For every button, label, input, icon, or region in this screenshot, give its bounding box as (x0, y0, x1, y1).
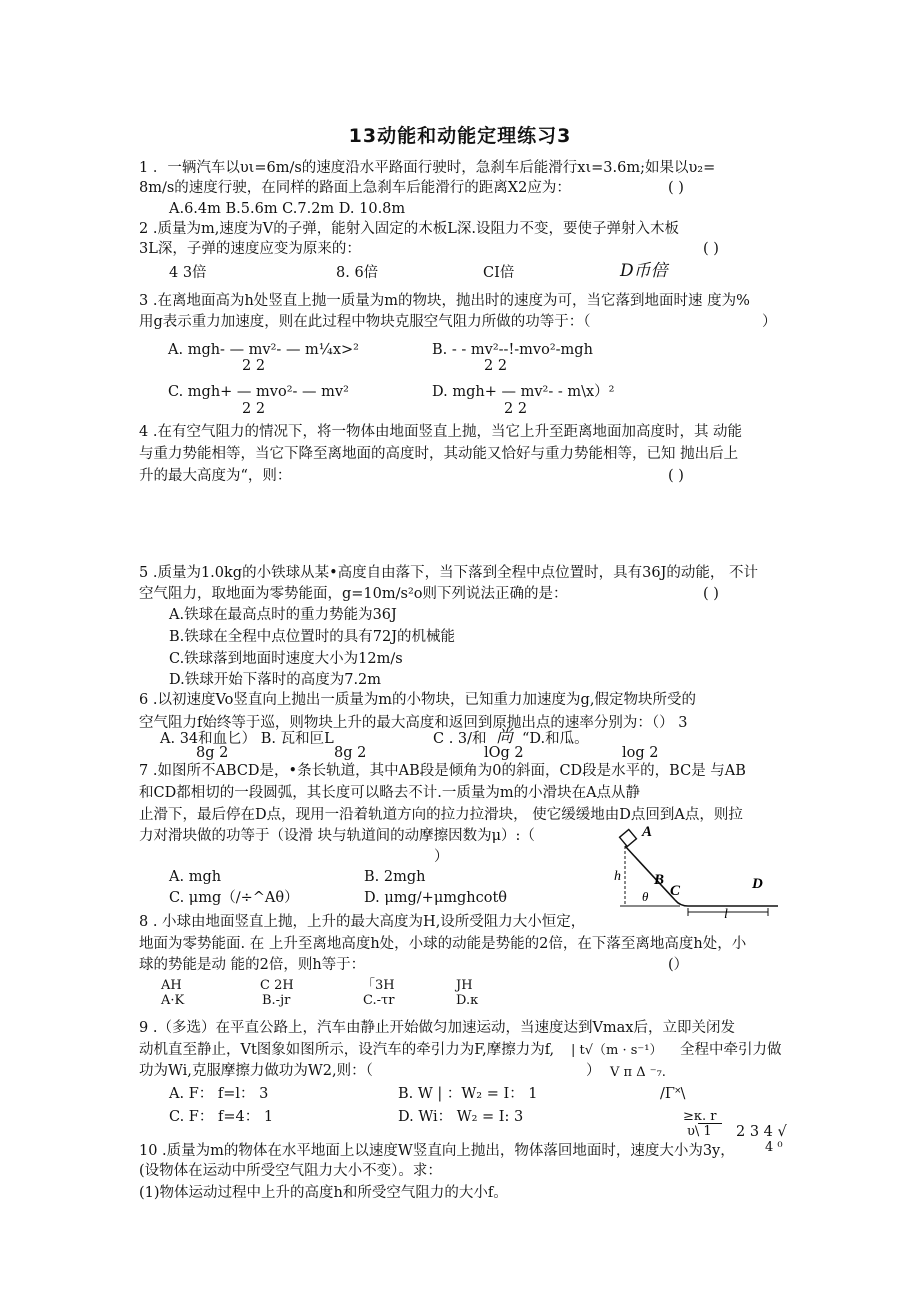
q3-option-b-denominators: 2 2 (484, 358, 508, 374)
q3-line1: 3 .在离地面高为h处竖直上抛一质量为m的物块，抛出时的速度为可，当它落到地面时速 度为% (139, 293, 750, 309)
label-d: D (752, 876, 763, 892)
q5-answer-paren: ( ) (703, 586, 719, 602)
q10-line1-fragment: 4 ⁰ (765, 1140, 783, 1155)
q9-graph-fragment-3: 2 3 4 √ (736, 1124, 787, 1140)
q9-option-b: B. W | ：W₂ = I： 1 (398, 1086, 538, 1102)
q9-line2: 动机直至静止，Vt图象如图所示，设汽车的牵引力为F,摩擦力为f, (139, 1042, 555, 1058)
q7-line1: 7 .如图所不ABCD是，•条长轨道，其中AB段是倾角为0的斜面，CD段是水平的，BC是 与AB (139, 763, 746, 779)
label-theta: θ (642, 889, 649, 904)
q2-line2: 3L深，子弹的速度应变为原来的： (139, 241, 361, 257)
q9-line3-paren: ） (586, 1063, 601, 1079)
q5-line1: 5 .质量为1.0kg的小铁球从某•高度自由落下，当下落到全程中点位置时，具有36J的动能， 不计 (139, 565, 758, 581)
q9-line1: 9 .（多选）在平直公路上，汽车由静止开始做匀加速运动，当速度达到Vmax后，立即关闭发 (139, 1020, 735, 1036)
q9-graph-fragment: V π Δ ⁻₇. (610, 1065, 666, 1080)
q7-line2: 和CD都相切的一段圆弧，其长度可以略去不计.一质量为m的小滑块在A点从静 (139, 785, 641, 801)
q6-denominator-3: lOg 2 (484, 745, 524, 761)
q3-option-b: B. - - mv²--!-mvo²-mgh (432, 342, 593, 358)
q10-line1: 10 .质量为m的物体在水平地面上以速度W竖直向上抛出，物体落回地面时，速度大小为3y， (139, 1143, 735, 1159)
q6-denominator-2: 8g 2 (334, 745, 367, 761)
incline-line (625, 846, 675, 900)
q4-line3: 升的最大高度为“，则： (139, 468, 292, 484)
q6-options-ab: A. 34和血匕） B. 瓦和叵L (160, 731, 334, 747)
q5-option-c: C.铁球落到地面时速度大小为12m∕s (169, 651, 403, 667)
label-c: C (670, 883, 681, 899)
page-title: 13动能和动能定理练习3 (348, 125, 572, 147)
q8-option-bottom-b: B.-jr (262, 993, 291, 1008)
q3-option-c-denominators: 2 2 (242, 401, 266, 417)
q2-option-c: CI倍 (483, 265, 515, 281)
q10-line3: (1)物体运动过程中上升的高度h和所受空气阻力的大小f。 (139, 1185, 508, 1201)
q4-line2: 与重力势能相等，当它下降至离地面的高度时，其动能又恰好与重力势能相等，已知 抛出后上 (139, 446, 739, 462)
q8-line1: 8 . 小球由地面竖直上抛，上升的最大高度为H,设所受阻力大小恒定， (139, 914, 586, 930)
q7-option-d: D. μmg∕+μmghcotθ (364, 890, 508, 906)
q8-line2: 地面为零势能面. 在 上升至离地高度h处，小球的动能是势能的2倍，在下落至离地高度h处，小 (139, 936, 747, 952)
q8-answer-paren: (） (668, 957, 689, 973)
q7-option-c: C. μmg（∕÷^Aθ） (169, 890, 299, 906)
q3-option-d-denominators: 2 2 (504, 401, 528, 417)
q5-option-b: B.铁球在全程中点位置时的具有72J的机械能 (169, 629, 456, 645)
q5-option-a: A.铁球在最高点时的重力势能为36J (169, 607, 397, 623)
q3-option-c: C. mgh+ — mvo²- — mv² (168, 384, 349, 400)
q8-option-top-a: AH (161, 978, 182, 993)
q9-option-a: A. F： f=l： 3 (169, 1086, 269, 1102)
slider-block (620, 830, 637, 847)
q7-line4: 力对滑块做的功等于（设滑 块与轨道间的动摩擦因数为μ）:（ (139, 828, 535, 844)
q3-option-a: A. mgh- — mv²- — m¼x>² (168, 342, 359, 358)
q7-line3: 止滑下，最后停在D点，现用一沿着轨道方向的拉力拉滑块， 使它缓缓地由D点回到A点，则拉 (139, 807, 743, 823)
q6-denominator-4: log 2 (622, 745, 659, 761)
q1-line2: 8m∕s的速度行驶，在同样的路面上急刹车后能滑行的距离X2应为： (139, 180, 571, 196)
q9-graph-fragment-2: υ\ 1 (687, 1124, 712, 1139)
q6-option-c: C . 3/和 (433, 731, 487, 747)
label-l: l (724, 907, 728, 922)
q3-option-d: D. mgh+ — mv²- - m\x）² (432, 384, 615, 400)
q2-option-b: 8. 6倍 (336, 265, 379, 281)
q6-line1: 6 .以初速度Vo竖直向上抛出一质量为m的小物块，已知重力加速度为g,假定物块所受的 (139, 692, 696, 708)
q9-graph-peak: /Γ˟\ (660, 1086, 686, 1102)
q8-option-bottom-a: A·K (161, 993, 185, 1008)
q3-option-a-denominators: 2 2 (242, 358, 266, 374)
q6-denominator-1: 8g 2 (196, 745, 229, 761)
q9-graph-rule (698, 1123, 722, 1124)
q4-answer-paren: ( ) (668, 468, 684, 484)
q7-option-b: B. 2mgh (364, 869, 426, 885)
q9-graph-fragment-1: ≥κ. r (683, 1109, 717, 1124)
q1-line1: 1 ．一辆汽车以υι=6m∕s的速度沿水平路面行驶时，急刹车后能滑行xι=3.6m;如果以υ₂= (139, 160, 716, 176)
q8-option-bottom-d: D.κ (456, 993, 479, 1008)
q9-line3: 功为Wi,克服摩擦力做功为W2,则：（ (139, 1063, 373, 1079)
q7-line5: ） (434, 849, 449, 865)
q10-line2: (设物体在运动中所受空气阻力大小不变）。求： (139, 1163, 442, 1179)
q5-option-d: D.铁球开始下落时的高度为7.2m (169, 672, 382, 688)
q7-option-a: A. mgh (169, 869, 222, 885)
label-h: h (614, 869, 621, 884)
q9-option-d: D. Wi： W₂ = I: 3 (398, 1109, 524, 1125)
q3-line2: 用g表示重力加速度，则在此过程中物块克服空气阻力所做的功等于：（ (139, 314, 591, 330)
label-b: B (654, 872, 665, 888)
q5-line2: 空气阻力，取地面为零势能面，g=10m∕s²o则下列说法正确的是： (139, 586, 568, 602)
q2-option-a: 4 3倍 (169, 265, 207, 281)
q8-option-top-b: C 2H (260, 978, 294, 993)
q6-option-d: “D.和瓜。 (522, 731, 589, 747)
q8-option-bottom-c: C.-τr (363, 993, 395, 1008)
q3-answer-paren: ） (762, 314, 777, 330)
q2-option-d: D币倍 (620, 261, 668, 281)
q2-answer-paren: ( ) (703, 241, 719, 257)
q4-line1: 4 .在有空气阻力的情况下，将一物体由地面竖直上抛，当它上升至距离地面加高度时，其 动能 (139, 424, 743, 440)
q8-line3: 球的势能是动 能的2倍，则h等于： (139, 957, 366, 973)
track-diagram (600, 822, 780, 922)
q1-options: A.6.4m B.5.6m C.7.2m D. 10.8m (169, 201, 406, 217)
q6-line2: 空气阻力f始终等于巡，则物块上升的最大高度和返回到原抛出点的速率分别为：（） 3 (139, 715, 688, 731)
label-a: A (642, 824, 653, 840)
q8-option-top-d: JH (456, 978, 473, 993)
q2-line1: 2 .质量为m,速度为V的子弹，能射入固定的木板L深.设阻力不变，要使子弹射入木板 (139, 221, 680, 237)
q9-axis-label: | t√（m · s⁻¹） (571, 1043, 663, 1058)
q1-answer-paren: ( ) (668, 180, 684, 196)
q9-option-c: C. F： f=4： 1 (169, 1109, 274, 1125)
q8-option-top-c: 「3H (362, 978, 395, 993)
q6-option-c-glyph: 尚 (496, 727, 513, 747)
arc-bc (675, 900, 688, 906)
q9-line2-end: 全程中牵引力做 (680, 1042, 782, 1058)
